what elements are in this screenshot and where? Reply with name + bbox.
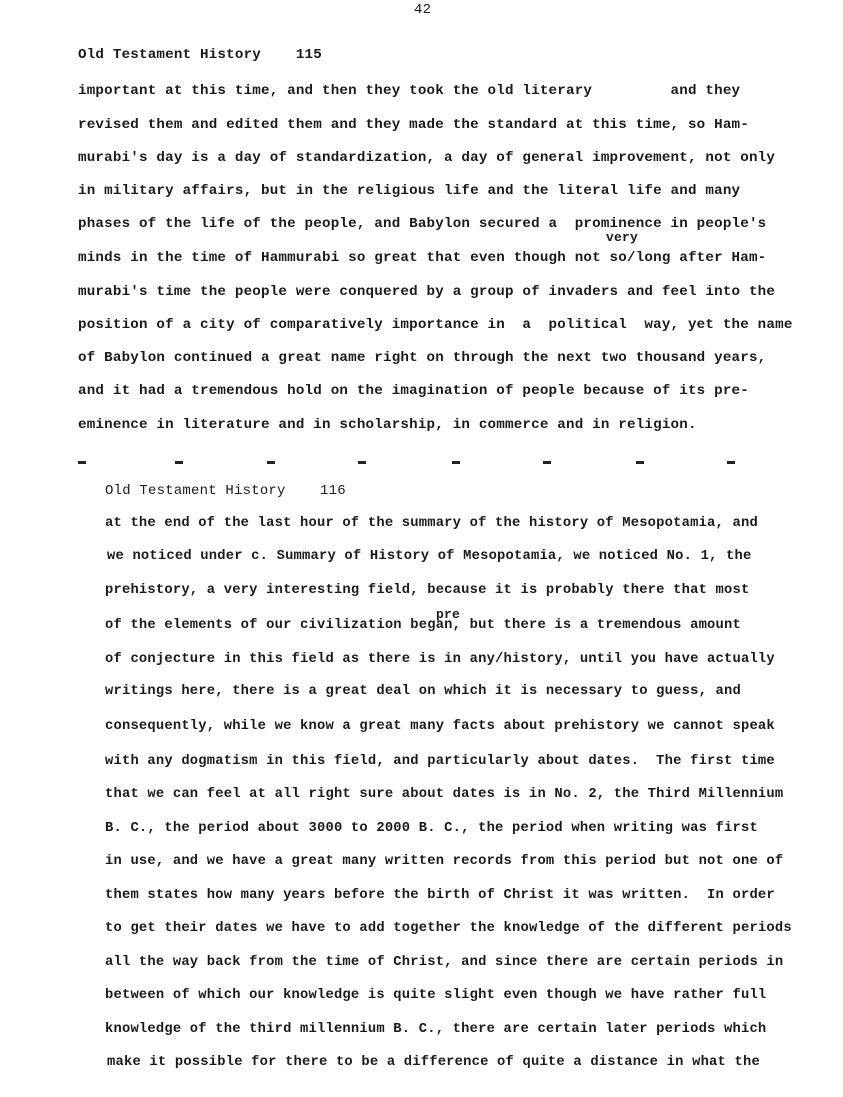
text-line: of Babylon continued a great name right on through the next two thousand years, xyxy=(78,350,767,366)
text-line: them states how many years before the birth of Christ it was written. In order xyxy=(105,888,775,903)
text-line: to get their dates we have to add together the knowledge of the different periods xyxy=(105,921,792,936)
text-line: and it had a tremendous hold on the imagination of people because of its pre- xyxy=(78,383,749,399)
text-line: important at this time, and then they took the old literary and they xyxy=(78,83,741,99)
text-line: all the way back from the time of Christ, and since there are certain periods in xyxy=(105,955,784,970)
divider-dash xyxy=(358,461,366,464)
interlinear-insert-pre: pre xyxy=(436,607,461,622)
divider-dash xyxy=(78,461,86,464)
text-line: writings here, there is a great deal on which it is necessary to guess, and xyxy=(105,684,741,699)
text-line: knowledge of the third millennium B. C., there are certain later periods which xyxy=(105,1022,767,1037)
text-line: position of a city of comparatively importance in a political way, yet the name xyxy=(78,317,793,333)
divider-dash xyxy=(267,461,275,464)
text-line: phases of the life of the people, and Babylon secured a prominence in people's xyxy=(78,216,767,232)
section-header-116: Old Testament History 116 xyxy=(105,483,346,499)
text-line: murabi's day is a day of standardization, a day of general improvement, not only xyxy=(78,150,776,166)
text-line: in military affairs, but in the religious life and the literal life and many xyxy=(78,183,741,199)
text-line: we noticed under c. Summary of History of Mesopotamia, we noticed No. 1, the xyxy=(107,549,752,564)
text-line: B. C., the period about 3000 to 2000 B. C., the period when writing was first xyxy=(105,821,758,836)
text-line: make it possible for there to be a difference of quite a distance in what the xyxy=(107,1055,760,1070)
text-line: with any dogmatism in this field, and particularly about dates. The first time xyxy=(105,754,775,769)
text-line: between of which our knowledge is quite slight even though we have rather full xyxy=(105,988,767,1003)
text-line: at the end of the last hour of the summary of the history of Mesopotamia, and xyxy=(105,516,758,531)
text-line: of the elements of our civilization began, but there is a tremendous amount xyxy=(105,618,741,633)
text-line: in use, and we have a great many written records from this period but not one of xyxy=(105,854,784,869)
section-header-115: Old Testament History 115 xyxy=(78,47,322,63)
text-line: consequently, while we know a great many facts about prehistory we cannot speak xyxy=(105,719,775,734)
divider-dash xyxy=(636,461,644,464)
divider-dash xyxy=(452,461,460,464)
text-line: that we can feel at all right sure about dates is in No. 2, the Third Millennium xyxy=(105,787,784,802)
interlinear-insert-very: very xyxy=(606,230,639,245)
page-number: 42 xyxy=(414,2,432,18)
text-line: of conjecture in this field as there is in any/history, until you have actually xyxy=(105,652,775,667)
text-line: prehistory, a very interesting field, because it is probably there that most xyxy=(105,583,750,598)
text-line: eminence in literature and in scholarship, in commerce and in religion. xyxy=(78,417,697,433)
divider-dash xyxy=(727,461,735,464)
text-line: revised them and edited them and they made the standard at this time, so Ham- xyxy=(78,117,749,133)
divider-dash xyxy=(543,461,551,464)
divider-dash xyxy=(175,461,183,464)
text-line: murabi's time the people were conquered by a group of invaders and feel into the xyxy=(78,284,776,300)
text-line: minds in the time of Hammurabi so great that even though not so/long after Ham- xyxy=(78,250,767,266)
